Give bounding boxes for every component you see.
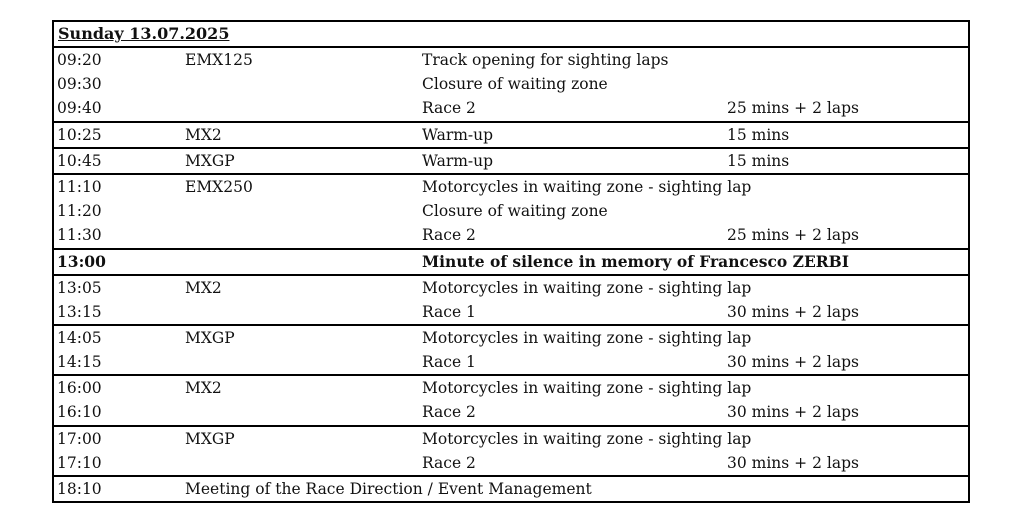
event-cell: Motorcycles in waiting zone - sighting lap xyxy=(422,379,752,398)
schedule-row xyxy=(54,276,968,300)
time-cell: 14:15 xyxy=(57,352,102,371)
event-cell: Warm-up xyxy=(422,125,494,144)
schedule-group xyxy=(54,427,968,477)
schedule-row xyxy=(54,427,968,451)
schedule-row xyxy=(54,300,968,324)
event-cell: Motorcycles in waiting zone - sighting lap xyxy=(422,328,752,347)
class-cell: Meeting of the Race Direction / Event Management xyxy=(185,480,592,499)
event-cell: Motorcycles in waiting zone - sighting lap xyxy=(422,429,752,448)
schedule-group xyxy=(54,326,968,376)
time-cell: 16:10 xyxy=(57,403,102,422)
schedule-row xyxy=(54,350,968,374)
event-cell: Track opening for sighting laps xyxy=(422,51,669,69)
schedule-row xyxy=(54,223,968,247)
duration-cell: 25 mins + 2 laps xyxy=(727,226,859,245)
event-cell: Motorcycles in waiting zone - sighting lap xyxy=(422,278,752,297)
schedule-group xyxy=(54,175,968,250)
schedule-group xyxy=(54,48,968,123)
time-cell: 09:20 xyxy=(57,51,102,69)
event-cell: Race 2 xyxy=(422,453,476,472)
class-cell: MX2 xyxy=(185,125,222,144)
schedule-header xyxy=(54,22,968,48)
schedule-group xyxy=(54,149,968,175)
time-cell: 14:05 xyxy=(57,328,102,347)
time-cell: 11:20 xyxy=(57,201,102,220)
class-cell: MXGP xyxy=(185,429,235,448)
time-cell: 16:00 xyxy=(57,379,102,398)
time-cell: 09:30 xyxy=(57,75,102,93)
schedule-row xyxy=(54,250,968,274)
duration-cell: 30 mins + 2 laps xyxy=(727,352,859,371)
time-cell: 18:10 xyxy=(57,480,102,499)
time-cell: 11:10 xyxy=(57,177,102,196)
event-cell: Motorcycles in waiting zone - sighting lap xyxy=(422,177,752,196)
schedule-date-title: Sunday 13.07.2025 xyxy=(58,24,230,43)
schedule-row xyxy=(54,477,968,501)
schedule-row xyxy=(54,123,968,147)
time-cell: 09:40 xyxy=(57,99,102,118)
time-cell: 13:05 xyxy=(57,278,102,297)
schedule-group xyxy=(54,477,968,501)
duration-cell: 30 mins + 2 laps xyxy=(727,453,859,472)
schedule-row xyxy=(54,149,968,173)
time-cell: 17:00 xyxy=(57,429,102,448)
event-cell: Minute of silence in memory of Francesco ZERBI xyxy=(422,251,850,271)
event-cell: Closure of waiting zone xyxy=(422,201,608,220)
schedule-row xyxy=(54,72,968,96)
duration-cell: 25 mins + 2 laps xyxy=(727,99,859,118)
schedule-group xyxy=(54,123,968,149)
time-cell: 10:25 xyxy=(57,125,102,144)
event-cell: Race 2 xyxy=(422,403,476,422)
class-cell: MXGP xyxy=(185,328,235,347)
class-cell: MX2 xyxy=(185,278,222,297)
schedule-body xyxy=(54,48,968,501)
time-cell: 13:15 xyxy=(57,302,102,321)
time-cell: 17:10 xyxy=(57,453,102,472)
schedule-row xyxy=(54,400,968,424)
schedule-row xyxy=(54,326,968,350)
class-cell: EMX125 xyxy=(185,51,253,69)
duration-cell: 15 mins xyxy=(727,125,790,144)
class-cell: MXGP xyxy=(185,151,235,170)
class-cell: MX2 xyxy=(185,379,222,398)
schedule-row xyxy=(54,199,968,223)
event-cell: Race 1 xyxy=(422,302,476,321)
schedule-row xyxy=(54,376,968,400)
schedule-table xyxy=(52,20,970,503)
time-cell: 13:00 xyxy=(57,251,106,271)
schedule-row xyxy=(54,175,968,199)
event-cell: Race 2 xyxy=(422,226,476,245)
duration-cell: 30 mins + 2 laps xyxy=(727,403,859,422)
time-cell: 10:45 xyxy=(57,151,102,170)
class-cell: EMX250 xyxy=(185,177,253,196)
time-cell: 11:30 xyxy=(57,226,102,245)
schedule-row xyxy=(54,96,968,120)
event-cell: Race 1 xyxy=(422,352,476,371)
schedule-group xyxy=(54,276,968,326)
duration-cell: 30 mins + 2 laps xyxy=(727,302,859,321)
event-cell: Closure of waiting zone xyxy=(422,75,608,93)
event-cell: Race 2 xyxy=(422,99,476,118)
schedule-group xyxy=(54,250,968,276)
schedule-group xyxy=(54,376,968,426)
duration-cell: 15 mins xyxy=(727,151,790,170)
event-cell: Warm-up xyxy=(422,151,494,170)
schedule-row xyxy=(54,451,968,475)
schedule-row xyxy=(54,48,968,72)
